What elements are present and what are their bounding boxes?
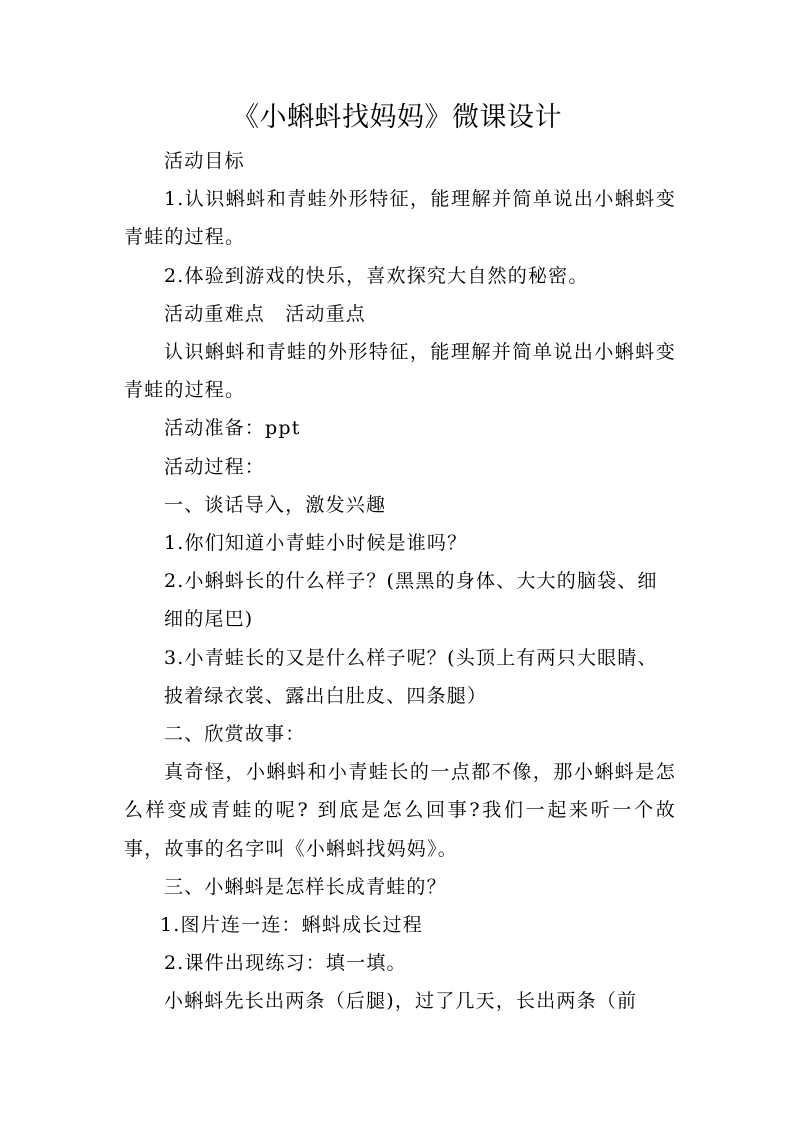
paragraph-goal-2: 2.体验到游戏的快乐，喜欢探究大自然的秘密。 — [164, 264, 589, 287]
paragraph-activity-connect: 1.图片连一连：蝌蚪成长过程 — [160, 914, 423, 937]
paragraph-question-3-continued: 披着绿衣裳、露出白肚皮、四条腿） — [164, 684, 488, 707]
paragraph-fill-text: 小蝌蚪先长出两条（后腿)，过了几天，长出两条（前 — [164, 990, 638, 1013]
paragraph-question-2: 2.小蝌蚪长的什么样子？(黑黑的身体、大大的脑袋、细 — [164, 570, 658, 593]
paragraph-section-3-heading: 三、小蝌蚪是怎样长成青蛙的？ — [164, 875, 447, 898]
paragraph-story-intro: 真奇怪，小蝌蚪和小青蛙长的一点都不像，那小蝌蚪是怎么样变成青蛙的呢? 到底是怎么回事?我们一起来听一个故事，故事的名字叫《小蝌蚪找妈妈》。 — [124, 761, 676, 860]
paragraph-activity-goals: 活动目标 — [164, 150, 245, 172]
paragraph-activity-fill: 2.课件出现练习：填一填。 — [164, 952, 407, 975]
document-body — [124, 142, 676, 1021]
paragraph-key-points: 认识蝌蚪和青蛙的外形特征，能理解并简单说出小蝌蚪变青蛙的过程。 — [124, 341, 676, 402]
paragraph-section-2-heading: 二、欣赏故事： — [164, 723, 306, 746]
paragraph-section-1-heading: 一、谈话导入，激发兴趣 — [164, 493, 387, 516]
paragraph-preparation: 活动准备：ppt — [164, 417, 301, 440]
paragraph-goal-1: 1.认识蝌蚪和青蛙外形特征，能理解并简单说出小蝌蚪变青蛙的过程。 — [124, 188, 676, 249]
paragraph-question-2-continued: 细的尾巴) — [164, 608, 254, 631]
paragraph-key-points-heading: 活动重难点 活动重点 — [164, 302, 367, 325]
paragraph-question-1: 1.你们知道小青蛙小时候是谁吗？ — [164, 532, 468, 555]
paragraph-question-3: 3.小青蛙长的又是什么样子呢？(头顶上有两只大眼睛、 — [164, 646, 658, 669]
paragraph-process-heading: 活动过程： — [164, 455, 266, 478]
document-title: 《小蝌蚪找妈妈》微课设计 — [232, 102, 562, 133]
